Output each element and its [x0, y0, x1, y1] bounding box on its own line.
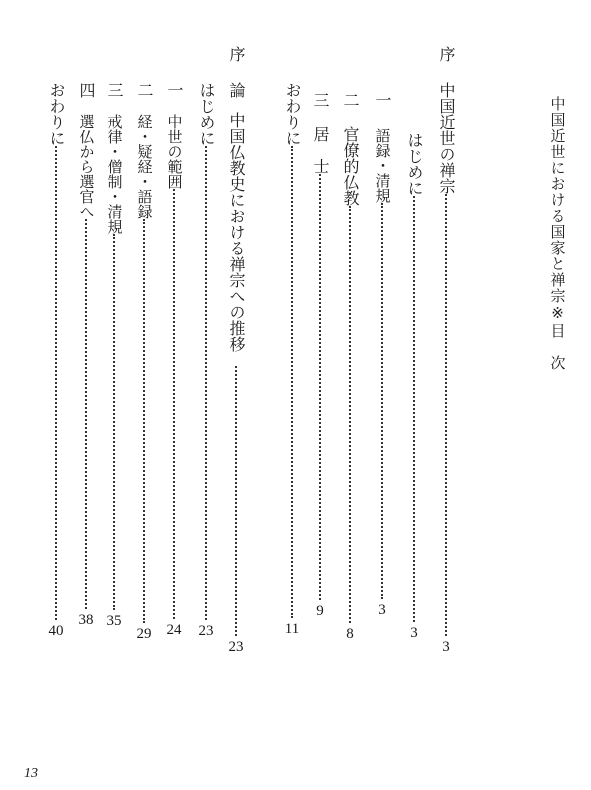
section-page: 40 [48, 623, 64, 639]
chapter-1-label-text: 序 [437, 46, 456, 62]
section-title: 語録・清規 [373, 128, 392, 203]
toc-entry-1-4 [312, 92, 328, 619]
section-page: 35 [106, 613, 122, 629]
toc-entry-2-4 [106, 82, 122, 629]
section-number: 三 [105, 82, 124, 98]
chapter-2-label [228, 46, 244, 62]
section-page: 9 [316, 603, 324, 619]
chapter-2-entry [228, 82, 244, 655]
section-number: 一 [373, 92, 392, 108]
toc-entry-2-5 [78, 82, 94, 628]
toc-entry-2-3 [136, 82, 152, 642]
section-page: 3 [378, 602, 386, 618]
section-number: 三 [311, 92, 330, 108]
section-page: 8 [346, 626, 354, 642]
leader-dots [85, 219, 87, 609]
leader-dots [55, 146, 57, 620]
toc-entry-1-5 [284, 82, 300, 637]
section-page: 23 [198, 623, 214, 639]
chapter-2-label-text: 序 [227, 46, 246, 62]
section-title: 選仏から選官へ [77, 114, 96, 219]
section-page: 38 [78, 612, 94, 628]
toc-entry-2-1 [198, 82, 214, 639]
chapter-2-title: 中国仏教史における禅宗への推移 [227, 112, 246, 352]
leader-dots [445, 194, 447, 636]
chapter-2-sub: 論 [227, 82, 246, 98]
section-title: 経・疑経・語録 [135, 114, 154, 219]
chapter-2-page: 23 [228, 639, 244, 655]
toc-header [550, 96, 565, 371]
section-page: 11 [284, 621, 300, 637]
chapter-1-label [438, 46, 454, 62]
section-title: 居 士 [311, 126, 330, 174]
section-title: はじめに [405, 132, 424, 196]
section-number: 二 [135, 82, 154, 98]
toc-entry-2-2 [166, 82, 182, 638]
section-title: おわりに [47, 82, 66, 146]
section-title: 戒律・僧制・清規 [105, 114, 124, 234]
leader-dots [349, 206, 351, 623]
section-number: 一 [165, 82, 184, 98]
toc-header-title: 中国近世における国家と禅宗※目 次 [548, 96, 567, 371]
section-number: 二 [341, 92, 360, 108]
section-page: 24 [166, 622, 182, 638]
chapter-1-title: 中国近世の禅宗 [437, 82, 456, 194]
toc-entry-1-3 [342, 92, 358, 642]
chapter-1-page: 3 [442, 639, 450, 655]
toc-entry-1-2 [374, 92, 390, 618]
leader-dots [113, 234, 115, 610]
section-title: 官僚的仏教 [341, 126, 360, 206]
leader-dots [291, 146, 293, 618]
section-title: 中世の範囲 [165, 114, 184, 189]
section-title: おわりに [283, 82, 302, 146]
toc-entry-1-1 [406, 132, 422, 641]
leader-dots [381, 203, 383, 599]
leader-dots [235, 366, 237, 636]
leader-dots [205, 146, 207, 620]
section-title: はじめに [197, 82, 216, 146]
leader-dots [413, 196, 415, 622]
page-number: 13 [24, 766, 38, 781]
leader-dots [173, 189, 175, 619]
section-page: 29 [136, 626, 152, 642]
section-page: 3 [410, 625, 418, 641]
leader-dots [143, 219, 145, 623]
toc-entry-2-6 [48, 82, 64, 639]
section-number: 四 [77, 82, 96, 98]
chapter-1-entry [438, 82, 454, 655]
leader-dots [319, 174, 321, 600]
